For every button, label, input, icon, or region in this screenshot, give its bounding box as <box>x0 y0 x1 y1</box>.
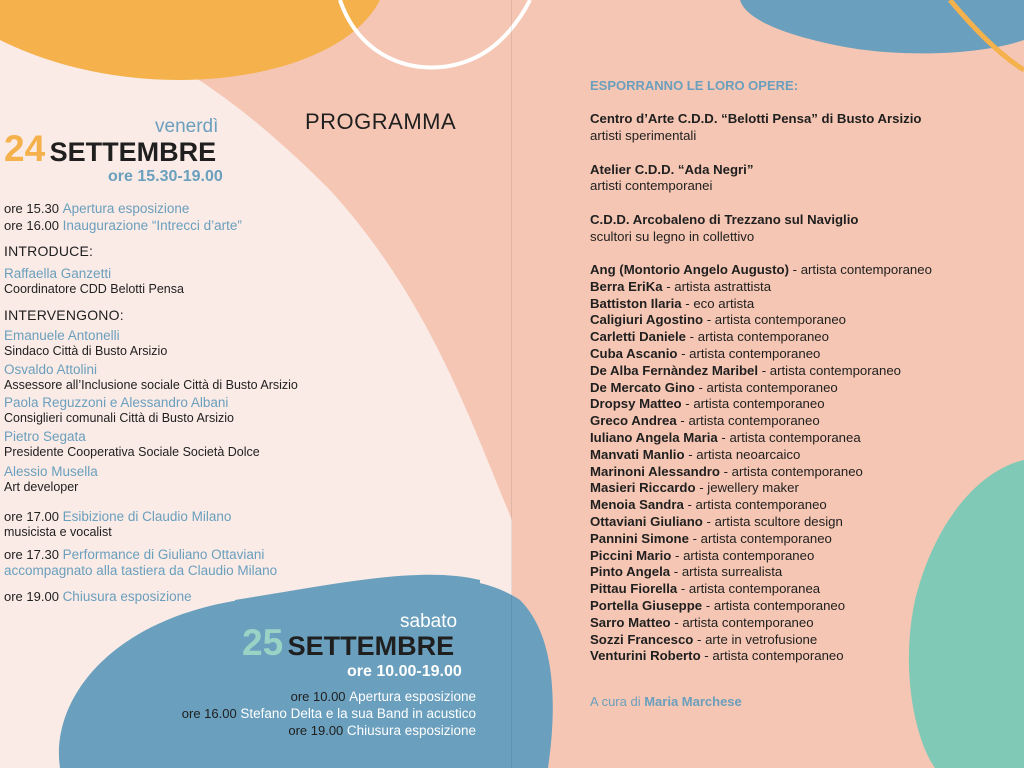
day2-number: 25 <box>242 622 284 663</box>
artist-name: Cuba Ascanio <box>590 345 678 361</box>
artist-row <box>590 615 932 632</box>
group-list <box>590 111 921 246</box>
artist-name: De Alba Fernàndez Maribel <box>590 362 759 378</box>
group: Centro d’Arte C.D.D. “Belotti Pensa” di Busto Arsizio artisti sperimentali <box>590 111 922 143</box>
speaker: Osvaldo Attolini Assessore all’Inclusione sociale Città di Busto Arsizio <box>4 361 298 392</box>
artist-name: Menoia Sandra <box>590 497 684 513</box>
artist-name: Piccini Mario <box>590 547 672 563</box>
day2-month: SETTEMBRE <box>287 631 455 661</box>
event-claudio: ore 17.00 Esibizione di Claudio Milano musicista e vocalist <box>4 509 232 539</box>
artist-description: - artista contemporaneo <box>681 396 825 412</box>
artist-name: Portella Giuseppe <box>590 597 703 613</box>
exhibitors-heading: ESPORRANNO LE LORO OPERE: <box>590 78 799 93</box>
artist-description: - artista contemporaneo <box>788 262 932 277</box>
artist-description: - artista contemporaneo <box>686 329 829 345</box>
artist-row <box>590 312 932 329</box>
day1-date <box>4 128 216 170</box>
artist-name: Venturini Roberto <box>590 648 701 664</box>
artist-row <box>590 497 932 514</box>
group: C.D.D. Arcobaleno di Trezzano sul Naviglio scultori su legno in collettivo <box>590 212 859 244</box>
artist-description: - artista contemporaneo <box>677 345 821 361</box>
artist-name: Ottaviani Giuliano <box>590 513 703 529</box>
artist-description: - artista contemporaneo <box>719 463 863 479</box>
artist-row <box>590 480 932 497</box>
artist-name: Masieri Riccardo <box>590 480 696 496</box>
artist-description: - artista contemporaneo <box>670 614 814 630</box>
artist-row <box>590 648 932 665</box>
artist-row <box>590 430 932 447</box>
artist-name: Carletti Daniele <box>590 329 687 345</box>
artist-row <box>590 413 932 430</box>
artist-row <box>590 346 932 363</box>
schedule-item: ore 16.00 Inaugurazione “Intrecci d’arte” <box>4 218 242 233</box>
artist-row <box>590 598 932 615</box>
artist-description: - eco artista <box>681 295 755 311</box>
artist-row <box>590 464 932 481</box>
schedule-item: ore 16.00 Stefano Delta e la sua Band in acustico <box>181 706 476 721</box>
artist-description: - artista neoarcaico <box>684 446 801 462</box>
artist-row <box>590 262 932 279</box>
artist-row <box>590 279 932 296</box>
artist-row <box>590 447 932 464</box>
artist-name: Marinoni Alessandro <box>590 463 720 479</box>
artist-name: Sarro Matteo <box>590 614 671 630</box>
schedule-item: ore 15.30 Apertura esposizione <box>4 201 190 216</box>
page-fold <box>511 0 512 768</box>
artist-description: - artista contemporaneo <box>700 648 844 664</box>
event-giuliano: ore 17.30 Performance di Giuliano Ottaviani accompagnato alla tastiera da Claudio Milano <box>4 547 278 578</box>
day1-month: SETTEMBRE <box>49 137 217 167</box>
artist-name: Sozzi Francesco <box>590 631 694 647</box>
artist-description: - artista contemporaneo <box>702 597 846 613</box>
artist-description: - artista astrattista <box>662 278 772 294</box>
artist-name: Iuliano Angela Maria <box>590 429 718 445</box>
day1-number: 24 <box>4 128 46 169</box>
artist-description: - artista scultore design <box>702 513 843 529</box>
curator: A cura di Maria Marchese <box>590 694 742 709</box>
artist-list <box>590 262 932 665</box>
speaker: Pietro Segata Presidente Cooperativa Sociale Società Dolce <box>4 429 260 459</box>
artist-description: - artista contemporaneo <box>758 362 902 378</box>
artist-name: Greco Andrea <box>590 413 677 429</box>
speakers-label: INTERVENGONO: <box>4 307 124 323</box>
artist-row <box>590 396 932 413</box>
artist-row <box>590 296 932 313</box>
artist-row <box>590 564 932 581</box>
artist-row <box>590 548 932 565</box>
page-title: PROGRAMMA <box>305 109 457 134</box>
artist-name: Pittau Fiorella <box>590 581 678 597</box>
artist-description: - artista contemporaneo <box>671 547 815 563</box>
artist-description: - artista contemporaneo <box>688 530 832 546</box>
artist-description: - artista contemporaneo <box>694 379 838 395</box>
schedule-item: ore 19.00 Chiusura esposizione <box>288 723 476 738</box>
artist-description: - artista contemporanea <box>677 581 821 597</box>
artist-description: - jewellery maker <box>695 480 799 496</box>
artist-description: - artista contemporanea <box>717 429 861 445</box>
artist-row <box>590 531 932 548</box>
day1-hours: ore 15.30-19.00 <box>108 168 223 185</box>
day1-weekday: venerdì <box>155 116 219 137</box>
day2-date <box>242 622 454 664</box>
artist-description: - artista surrealista <box>670 564 783 580</box>
group: Atelier C.D.D. “Ada Negri” artisti contemporanei <box>590 161 754 194</box>
artist-row <box>590 363 932 380</box>
artist-name: Caligiuri Agostino <box>590 312 704 328</box>
day2-hours: ore 10.00-19.00 <box>347 663 462 680</box>
artist-row <box>590 514 932 531</box>
artist-row <box>590 380 932 397</box>
speaker: Emanuele Antonelli Sindaco Città di Busto Arsizio <box>4 328 168 358</box>
artist-name: Pinto Angela <box>590 564 671 580</box>
day2-schedule <box>182 688 476 739</box>
schedule-item: ore 10.00 Apertura esposizione <box>290 689 476 704</box>
artist-name: Pannini Simone <box>590 530 689 546</box>
artist-row <box>590 632 932 649</box>
artist-description: - artista contemporaneo <box>703 312 847 328</box>
artist-description: - artista contemporaneo <box>683 497 827 513</box>
artist-row <box>590 581 932 598</box>
artist-name: Dropsy Matteo <box>590 396 682 412</box>
artist-name: Battiston Ilaria <box>590 295 682 311</box>
introducer: Raffaella Ganzetti Coordinatore CDD Belotti Pensa <box>4 266 184 296</box>
introduce-label: INTRODUCE: <box>4 243 94 259</box>
artist-description: - artista contemporaneo <box>676 413 820 429</box>
day1-schedule <box>4 201 242 234</box>
artist-name: Berra EriKa <box>590 278 663 294</box>
speaker: Paola Reguzzoni e Alessandro Albani Consiglieri comunali Città di Busto Arsizio <box>4 395 234 425</box>
speaker-list <box>4 328 298 495</box>
artist-row <box>590 329 932 346</box>
artist-name: Ang (Montorio Angelo Augusto) <box>590 262 789 277</box>
day2-weekday: sabato <box>400 611 458 632</box>
speaker: Alessio Musella Art developer <box>4 463 98 494</box>
artist-name: Manvati Manlio <box>590 446 685 462</box>
event-closing: ore 19.00 Chiusura esposizione <box>4 589 192 604</box>
artist-name: De Mercato Gino <box>590 379 695 395</box>
artist-description: - arte in vetrofusione <box>693 631 818 647</box>
